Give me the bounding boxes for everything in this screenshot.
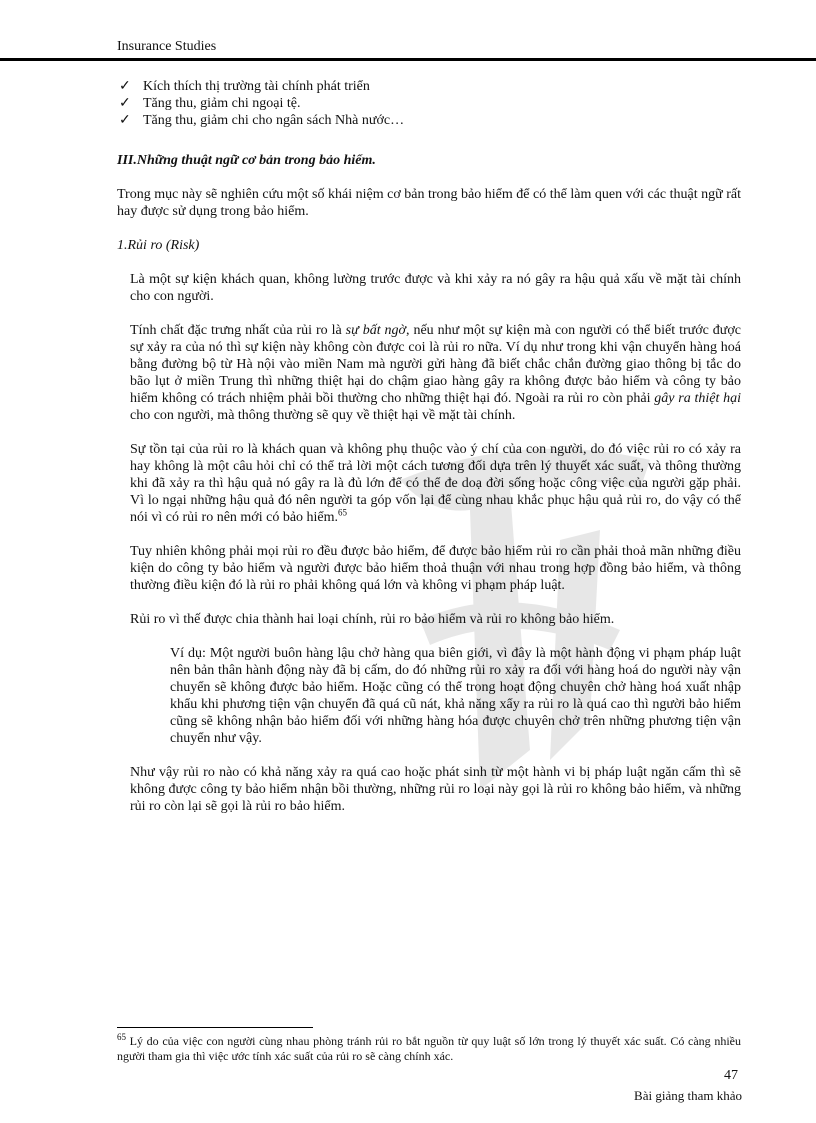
footnote (117, 1034, 741, 1064)
section-intro: Trong mục này sẽ nghiên cứu một số khái niệm cơ bản trong bảo hiểm để có thể làm quen với các thuật ngữ rất hay được sử dụng trong bảo hiểm. (117, 187, 741, 219)
risk-characteristics: Tính chất đặc trưng nhất của rủi ro là sự bất ngờ, nếu như một sự kiện mà con người có thể biết trước được sự xảy ra của nó thì sự kiện này không còn được coi là rủi ro nữa. Ví dụ như trong khi vận chuyển hàng hoá bằng đường bộ từ Hà nội vào miền Nam mà người gửi hàng đã biết chắc chắn đường giao thông bị tắc do bão lụt ở miền Trung thì những thiệt hại do chậm giao hàng gây ra không được bảo hiểm và công ty bảo hiểm không có trách nhiệm phải bồi thường cho những thiệt hại đó. Ngoài ra rủi ro còn phải gây ra thiệt hại cho con người, mà thông thường sẽ quy về thiệt hại về mặt tài chính. (130, 323, 741, 423)
header-rule (0, 58, 816, 61)
subsection-heading: 1.Rủi ro (Risk) (117, 238, 200, 253)
list-item (119, 112, 741, 129)
section-heading: III.Những thuật ngữ cơ bản trong bảo hiểm. (117, 153, 376, 168)
checkmark-icon: ✓ (119, 113, 131, 128)
bullet-list (117, 78, 741, 129)
footnote-mark: 65 (117, 1032, 126, 1042)
risk-example: Ví dụ: Một người buôn hàng lậu chở hàng qua biên giới, vì đây là một hành động vi phạm pháp luật nên bản thân hành động này đã bị cấm, do đó những rủi ro xảy ra đối với hàng hoá do người này vận chuyển sẽ không được bảo hiểm. Hoặc cũng có thể trong hoạt động chuyên chở hàng hoá xuất nhập khẩu khi phương tiện vận chuyển đã quá cũ nát, khả năng xẩy ra rủi ro là quá cao thì người bảo hiểm cũng sẽ không nhận bảo hiểm đối với những hàng hóa được chuyên chở trên những phương tiện vận chuyển như vậy. (170, 646, 741, 746)
page-number: 47 (724, 1068, 738, 1083)
checkmark-icon: ✓ (119, 79, 131, 94)
checkmark-icon: ✓ (119, 96, 131, 111)
footnote-rule (117, 1027, 313, 1028)
footnote-reference[interactable]: 65 (338, 507, 348, 518)
footer-title: Bài giảng tham khảo (634, 1088, 742, 1103)
risk-existence: Sự tồn tại của rủi ro là khách quan và không phụ thuộc vào ý chí của con người, do đó việc rủi ro có xảy ra hay không là một câu hỏi chỉ có thể trả lời một cách tương đối dựa trên lý thuyết xác suất, và thông thường khi đã xảy ra thì hậu quả nó gây ra là đủ lớn để có thể đe doạ đời sống hoặc công việc của người gặp phải. Vì lo ngại những hậu quả đó nên người ta góp vốn lại để cùng nhau khắc phục hậu quả rủi ro, do vậy có thể nói vì có rủi ro nên mới có bảo hiểm.$^{65}$ (130, 442, 741, 525)
risk-classification: Rủi ro vì thế được chia thành hai loại chính, rủi ro bảo hiểm và rủi ro không bảo hiểm. (130, 612, 615, 627)
page-header-title: Insurance Studies (117, 39, 217, 54)
page-content (117, 78, 741, 815)
risk-definition: Là một sự kiện khách quan, không lường trước được và khi xảy ra nó gây ra hậu quả xấu về mặt tài chính cho con người. (130, 272, 741, 304)
risk-conclusion: Như vậy rủi ro nào có khả năng xảy ra quá cao hoặc phát sinh từ một hành vi bị pháp luật ngăn cấm thì sẽ không được công ty bảo hiểm nhận bồi thường, những rủi ro loại này gọi là rủi ro không bảo hiểm, và những rủi ro còn lại sẽ gọi là rủi ro bảo hiểm. (130, 765, 741, 814)
risk-conditions: Tuy nhiên không phải mọi rủi ro đều được bảo hiểm, để được bảo hiểm rủi ro cần phải thoả mãn những điều kiện do công ty bảo hiểm và người được bảo hiểm thoả thuận với nhau trong hợp đồng bảo hiểm, và thông thường điều kiện đó là rủi ro phải không quá lớn và không vi phạm pháp luật. (130, 544, 741, 593)
list-item-text: Kích thích thị trường tài chính phát triển (143, 79, 370, 94)
footnote-text: Lý do của việc con người cùng nhau phòng tránh rủi ro bắt nguồn từ quy luật số lớn trong lý thuyết xác suất. Có càng nhiều người tham gia thì việc ước tính xác suất của rủi ro sẽ càng chính xác. (117, 1034, 741, 1063)
list-item-text: Tăng thu, giảm chi cho ngân sách Nhà nước… (143, 113, 405, 128)
list-item-text: Tăng thu, giảm chi ngoại tệ. (143, 96, 301, 111)
list-item (119, 78, 741, 95)
list-item (119, 95, 741, 112)
